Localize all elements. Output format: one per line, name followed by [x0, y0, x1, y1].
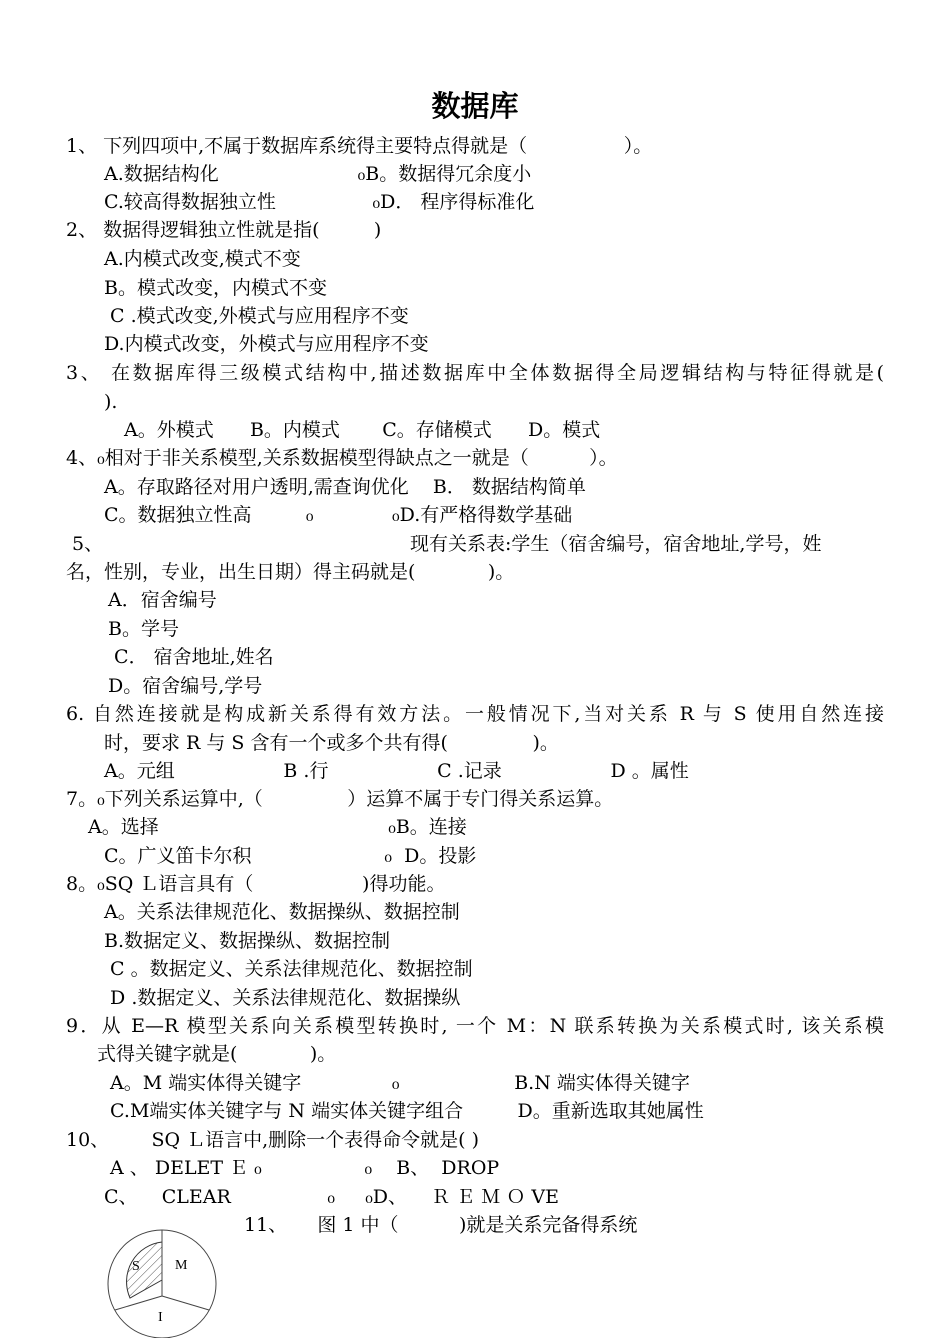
figure-label-m: M [175, 1258, 188, 1273]
question-2-option-d: D.内模式改变，外模式与应用程序不变 [104, 333, 429, 355]
question-10-options-cd: C、 CLEAR ₀ ₀D、 Ｒ Ｅ Ｍ Ｏ VE [104, 1186, 559, 1208]
question-5: 现有关系表:学生（宿舍编号，宿舍地址,学号，姓 [410, 533, 822, 555]
question-2-option-c: C .模式改变,外模式与应用程序不变 [104, 305, 409, 327]
question-5-number: 5、 [66, 533, 104, 555]
figure-label-i: I [158, 1310, 163, 1325]
question-2-option-b: B。模式改变，内模式不变 [104, 277, 327, 299]
question-9: 9．从 E—R 模型关系向关系模型转换时, 一个 M：N 联系转换为关系模式时, 该关系模 [66, 1015, 884, 1037]
page-title: 数据库 [431, 89, 519, 123]
question-8-option-a: A。关系法律规范化、数据操纵、数据控制 [104, 901, 460, 923]
question-3-cont: ). [104, 391, 118, 413]
question-4: 4、₀相对于非关系模型,关系数据模型得缺点之一就是（ ）。 [66, 447, 618, 469]
question-10: 10、 SQ Ｌ语言中,删除一个表得命令就是( ) [66, 1129, 479, 1151]
question-2: 2、 数据得逻辑独立性就是指( ) [66, 219, 382, 241]
question-10-options-ab: A 、 DELET Ｅ ₀ ₀ B、 DROP [104, 1157, 500, 1179]
question-3: 3、 在数据库得三级模式结构中,描述数据库中全体数据得全局逻辑结构与特征得就是( [66, 362, 884, 384]
question-8-option-d: D .数据定义、关系法律规范化、数据操纵 [104, 987, 461, 1009]
question-1: 1、 下列四项中,不属于数据库系统得主要特点得就是（ ）。 [66, 135, 653, 157]
question-7: 7。₀下列关系运算中,（ ）运算不属于专门得关系运算。 [66, 788, 614, 810]
figure-divider-right [162, 1296, 209, 1310]
figure-label-s: S [132, 1259, 140, 1274]
question-11: 11、 图 1 中（ )就是关系完备得系统 [244, 1214, 638, 1236]
question-8-option-b: B.数据定义、数据操纵、数据控制 [104, 930, 391, 952]
question-6-options: A。元组 B .行 C .记录 D 。属性 [104, 760, 689, 782]
question-4-options-ab: A。存取路径对用户透明,需查询优化 B． 数据结构简单 [104, 476, 586, 498]
question-2-option-a: A.内模式改变,模式不变 [104, 248, 301, 270]
question-6-cont: 时，要求 R 与 S 含有一个或多个共有得( )。 [104, 732, 559, 754]
question-5-option-a: A．宿舍编号 [108, 589, 217, 611]
question-9-options-ab: A。M 端实体得关键字 ₀ B.N 端实体得关键字 [104, 1072, 690, 1094]
question-5-option-c: C． 宿舍地址,姓名 [108, 646, 274, 668]
question-4-options-cd: C。数据独立性高 ₀ ₀D.有严格得数学基础 [104, 504, 573, 526]
question-9-options-cd: C.M端实体关键字与 N 端实体关键字组合 D。重新选取其她属性 [104, 1100, 704, 1122]
question-5-option-d: D。宿舍编号,学号 [108, 675, 263, 697]
question-1-options-cd: C.较高得数据独立性 ₀D． 程序得标准化 [104, 191, 535, 213]
question-6: 6. 自然连接就是构成新关系得有效方法。一般情况下,当对关系 R 与 S 使用自然连接 [66, 703, 884, 725]
question-3-options: A。外模式 B。内模式 C。存储模式 D。模式 [124, 419, 601, 441]
question-9-cont: 式得关键字就是( )。 [97, 1043, 337, 1065]
question-8: 8。₀SQ Ｌ语言具有（ )得功能。 [66, 873, 446, 895]
figure-1-diagram [104, 1228, 220, 1338]
question-5-cont: 名，性别，专业，出生日期）得主码就是( )。 [66, 561, 515, 583]
question-5-option-b: B。学号 [108, 618, 179, 640]
question-1-options-ab: A.数据结构化 ₀B。数据得冗余度小 [104, 163, 532, 185]
figure-divider-left [115, 1296, 162, 1310]
question-7-options-cd: C。广义笛卡尔积 ₀ D。投影 [104, 845, 477, 867]
question-7-options-ab: A。选择 ₀B。连接 [88, 816, 467, 838]
question-8-option-c: C 。数据定义、关系法律规范化、数据控制 [104, 958, 473, 980]
